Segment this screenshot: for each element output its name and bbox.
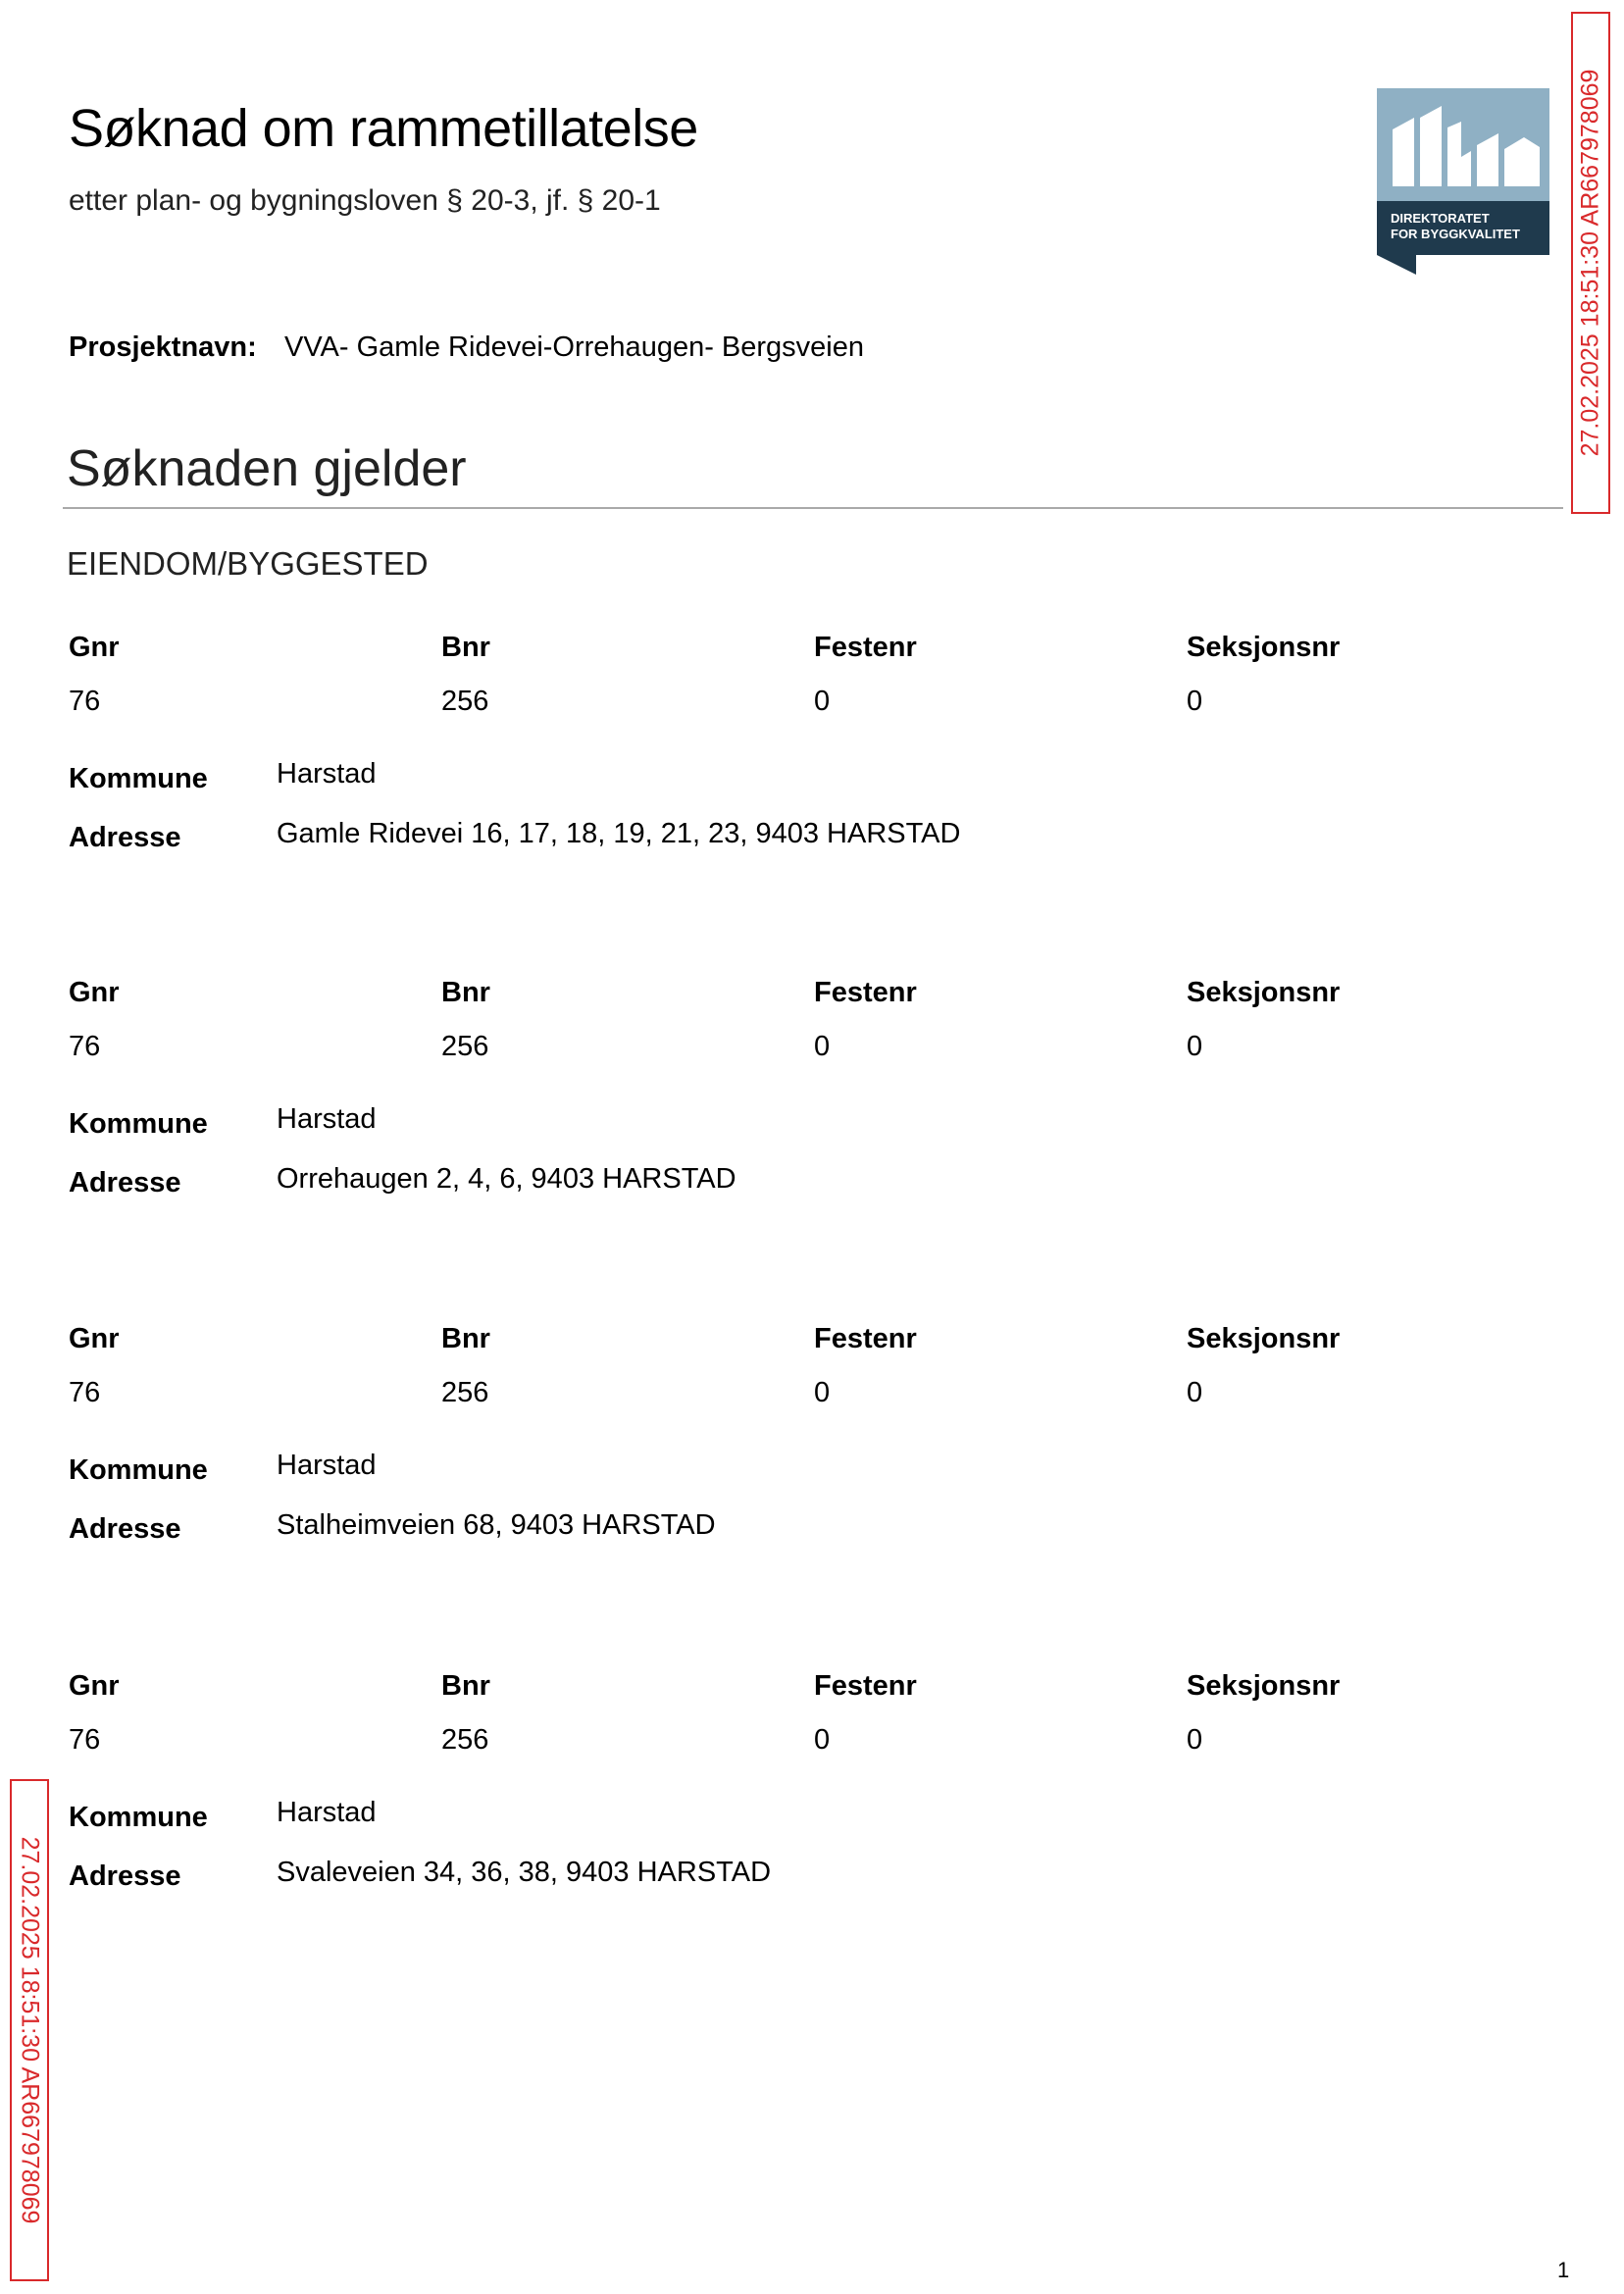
festenr-label: Festenr <box>814 1323 917 1354</box>
kommune-value: Harstad <box>277 758 377 790</box>
festenr-value: 0 <box>814 686 831 717</box>
kommune-value: Harstad <box>277 1103 377 1135</box>
kommune-value: Harstad <box>277 1450 377 1481</box>
seksjonsnr-label: Seksjonsnr <box>1187 977 1341 1008</box>
property-block <box>69 1323 1540 1578</box>
kommune-label: Kommune <box>69 1802 208 1833</box>
kommune-value: Harstad <box>277 1797 377 1828</box>
project-name-label: Prosjektnavn: <box>69 331 257 363</box>
timestamp-stamp-top <box>1571 12 1610 514</box>
bnr-label: Bnr <box>441 977 490 1008</box>
bnr-value: 256 <box>441 1377 489 1408</box>
adresse-label: Adresse <box>69 1861 181 1892</box>
stamp-text: 27.02.2025 18:51:30 AR667978069 <box>16 1836 44 2224</box>
bnr-value: 256 <box>441 1724 489 1756</box>
bnr-label: Bnr <box>441 632 490 663</box>
document-subtitle: etter plan- og bygningsloven § 20-3, jf. § 20-1 <box>69 184 661 217</box>
gnr-value: 76 <box>69 1031 101 1062</box>
subsection-title: EIENDOM/BYGGESTED <box>67 545 429 582</box>
bnr-label: Bnr <box>441 1670 490 1702</box>
adresse-label: Adresse <box>69 1513 181 1545</box>
festenr-label: Festenr <box>814 1670 917 1702</box>
gnr-label: Gnr <box>69 632 120 663</box>
logo-corner-fold <box>1377 255 1416 275</box>
festenr-value: 0 <box>814 1031 831 1062</box>
gnr-label: Gnr <box>69 1670 120 1702</box>
kommune-label: Kommune <box>69 763 208 794</box>
adresse-label: Adresse <box>69 822 181 853</box>
adresse-value: Svaleveien 34, 36, 38, 9403 HARSTAD <box>277 1857 772 1888</box>
seksjonsnr-value: 0 <box>1187 1031 1203 1062</box>
section-divider <box>63 507 1563 509</box>
bnr-label: Bnr <box>441 1323 490 1354</box>
property-block <box>69 977 1540 1232</box>
gnr-label: Gnr <box>69 977 120 1008</box>
festenr-value: 0 <box>814 1377 831 1408</box>
project-name-row <box>69 331 865 364</box>
property-block <box>69 632 1540 887</box>
section-title: Søknaden gjelder <box>67 440 467 497</box>
gnr-value: 76 <box>69 686 101 717</box>
gnr-value: 76 <box>69 1724 101 1756</box>
gnr-value: 76 <box>69 1377 101 1408</box>
festenr-label: Festenr <box>814 632 917 663</box>
stamp-text: 27.02.2025 18:51:30 AR667978069 <box>1576 69 1604 457</box>
timestamp-stamp-bottom <box>10 1779 49 2281</box>
festenr-label: Festenr <box>814 977 917 1008</box>
seksjonsnr-label: Seksjonsnr <box>1187 1323 1341 1354</box>
dibk-logo <box>1377 88 1549 275</box>
adresse-value: Stalheimveien 68, 9403 HARSTAD <box>277 1509 716 1541</box>
seksjonsnr-value: 0 <box>1187 686 1203 717</box>
festenr-value: 0 <box>814 1724 831 1756</box>
seksjonsnr-value: 0 <box>1187 1377 1203 1408</box>
bnr-value: 256 <box>441 1031 489 1062</box>
document-title: Søknad om rammetillatelse <box>69 99 698 158</box>
seksjonsnr-label: Seksjonsnr <box>1187 1670 1341 1702</box>
page-number: 1 <box>1557 2258 1570 2282</box>
project-name-value: VVA- Gamle Ridevei-Orrehaugen- Bergsveien <box>284 331 865 363</box>
seksjonsnr-label: Seksjonsnr <box>1187 632 1341 663</box>
kommune-label: Kommune <box>69 1108 208 1140</box>
adresse-label: Adresse <box>69 1167 181 1198</box>
seksjonsnr-value: 0 <box>1187 1724 1203 1756</box>
bnr-value: 256 <box>441 686 489 717</box>
kommune-label: Kommune <box>69 1454 208 1486</box>
logo-text-line2: FOR BYGGKVALITET <box>1391 227 1520 241</box>
adresse-value: Orrehaugen 2, 4, 6, 9403 HARSTAD <box>277 1163 736 1195</box>
adresse-value: Gamle Ridevei 16, 17, 18, 19, 21, 23, 9403 HARSTAD <box>277 818 961 849</box>
logo-text-line1: DIREKTORATET <box>1391 211 1490 226</box>
property-block <box>69 1670 1540 1925</box>
gnr-label: Gnr <box>69 1323 120 1354</box>
